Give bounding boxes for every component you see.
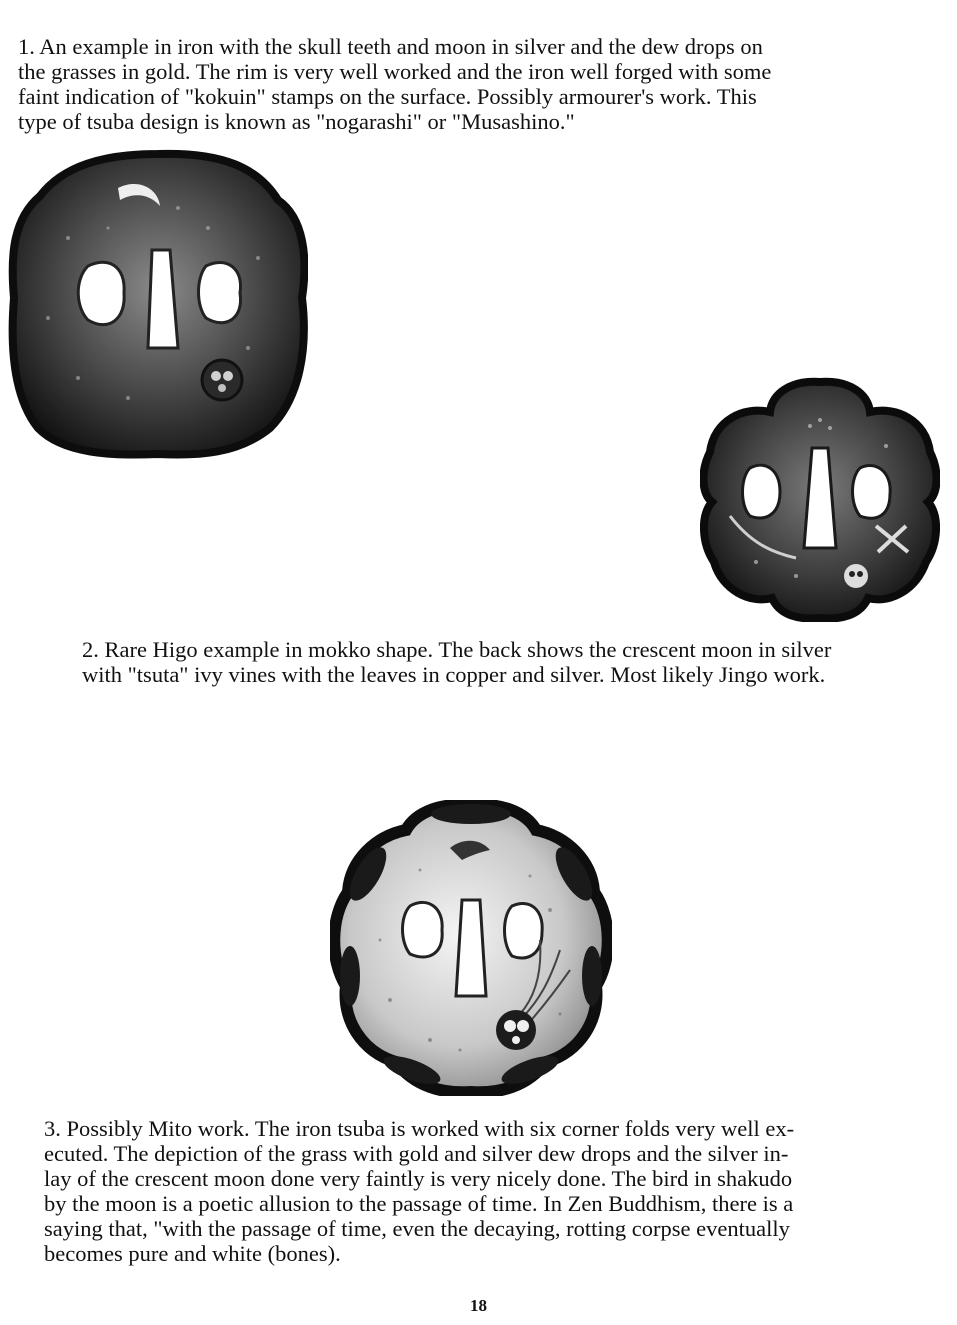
caption-line: 2. Rare Higo example in mokko shape. The back shows the crescent moon in silver xyxy=(82,637,832,662)
tsuba-photo-3 xyxy=(330,800,612,1096)
caption-line: type of tsuba design is known as "nogarashi" or "Musashino." xyxy=(18,109,575,134)
caption-2 xyxy=(82,637,942,687)
caption-line: 3. Possibly Mito work. The iron tsuba is worked with six corner folds very well ex- xyxy=(44,1116,795,1141)
caption-line: 1. An example in iron with the skull teeth and moon in silver and the dew drops on xyxy=(18,34,763,59)
caption-line: the grasses in gold. The rim is very well worked and the iron well forged with some xyxy=(18,59,772,84)
caption-1 xyxy=(18,34,878,134)
tsuba-illustration-2 xyxy=(700,376,940,622)
caption-line: with "tsuta" ivy vines with the leaves in copper and silver. Most likely Jingo work. xyxy=(82,662,826,687)
page-number: 18 xyxy=(470,1296,487,1315)
caption-line: becomes pure and white (bones). xyxy=(44,1241,341,1266)
caption-line: ecuted. The depiction of the grass with gold and silver dew drops and the silver in- xyxy=(44,1141,789,1166)
caption-line: saying that, "with the passage of time, even the decaying, rotting corpse eventually xyxy=(44,1216,790,1241)
caption-line: lay of the crescent moon done very faintly is very nicely done. The bird in shakudo xyxy=(44,1166,793,1191)
caption-3 xyxy=(44,1116,904,1266)
caption-line: by the moon is a poetic allusion to the passage of time. In Zen Buddhism, there is a xyxy=(44,1191,794,1216)
tsuba-illustration-1 xyxy=(8,148,308,460)
tsuba-photo-1 xyxy=(8,148,308,460)
tsuba-photo-2 xyxy=(700,376,940,622)
caption-line: faint indication of "kokuin" stamps on the surface. Possibly armourer's work. This xyxy=(18,84,757,109)
tsuba-illustration-3 xyxy=(330,800,612,1096)
